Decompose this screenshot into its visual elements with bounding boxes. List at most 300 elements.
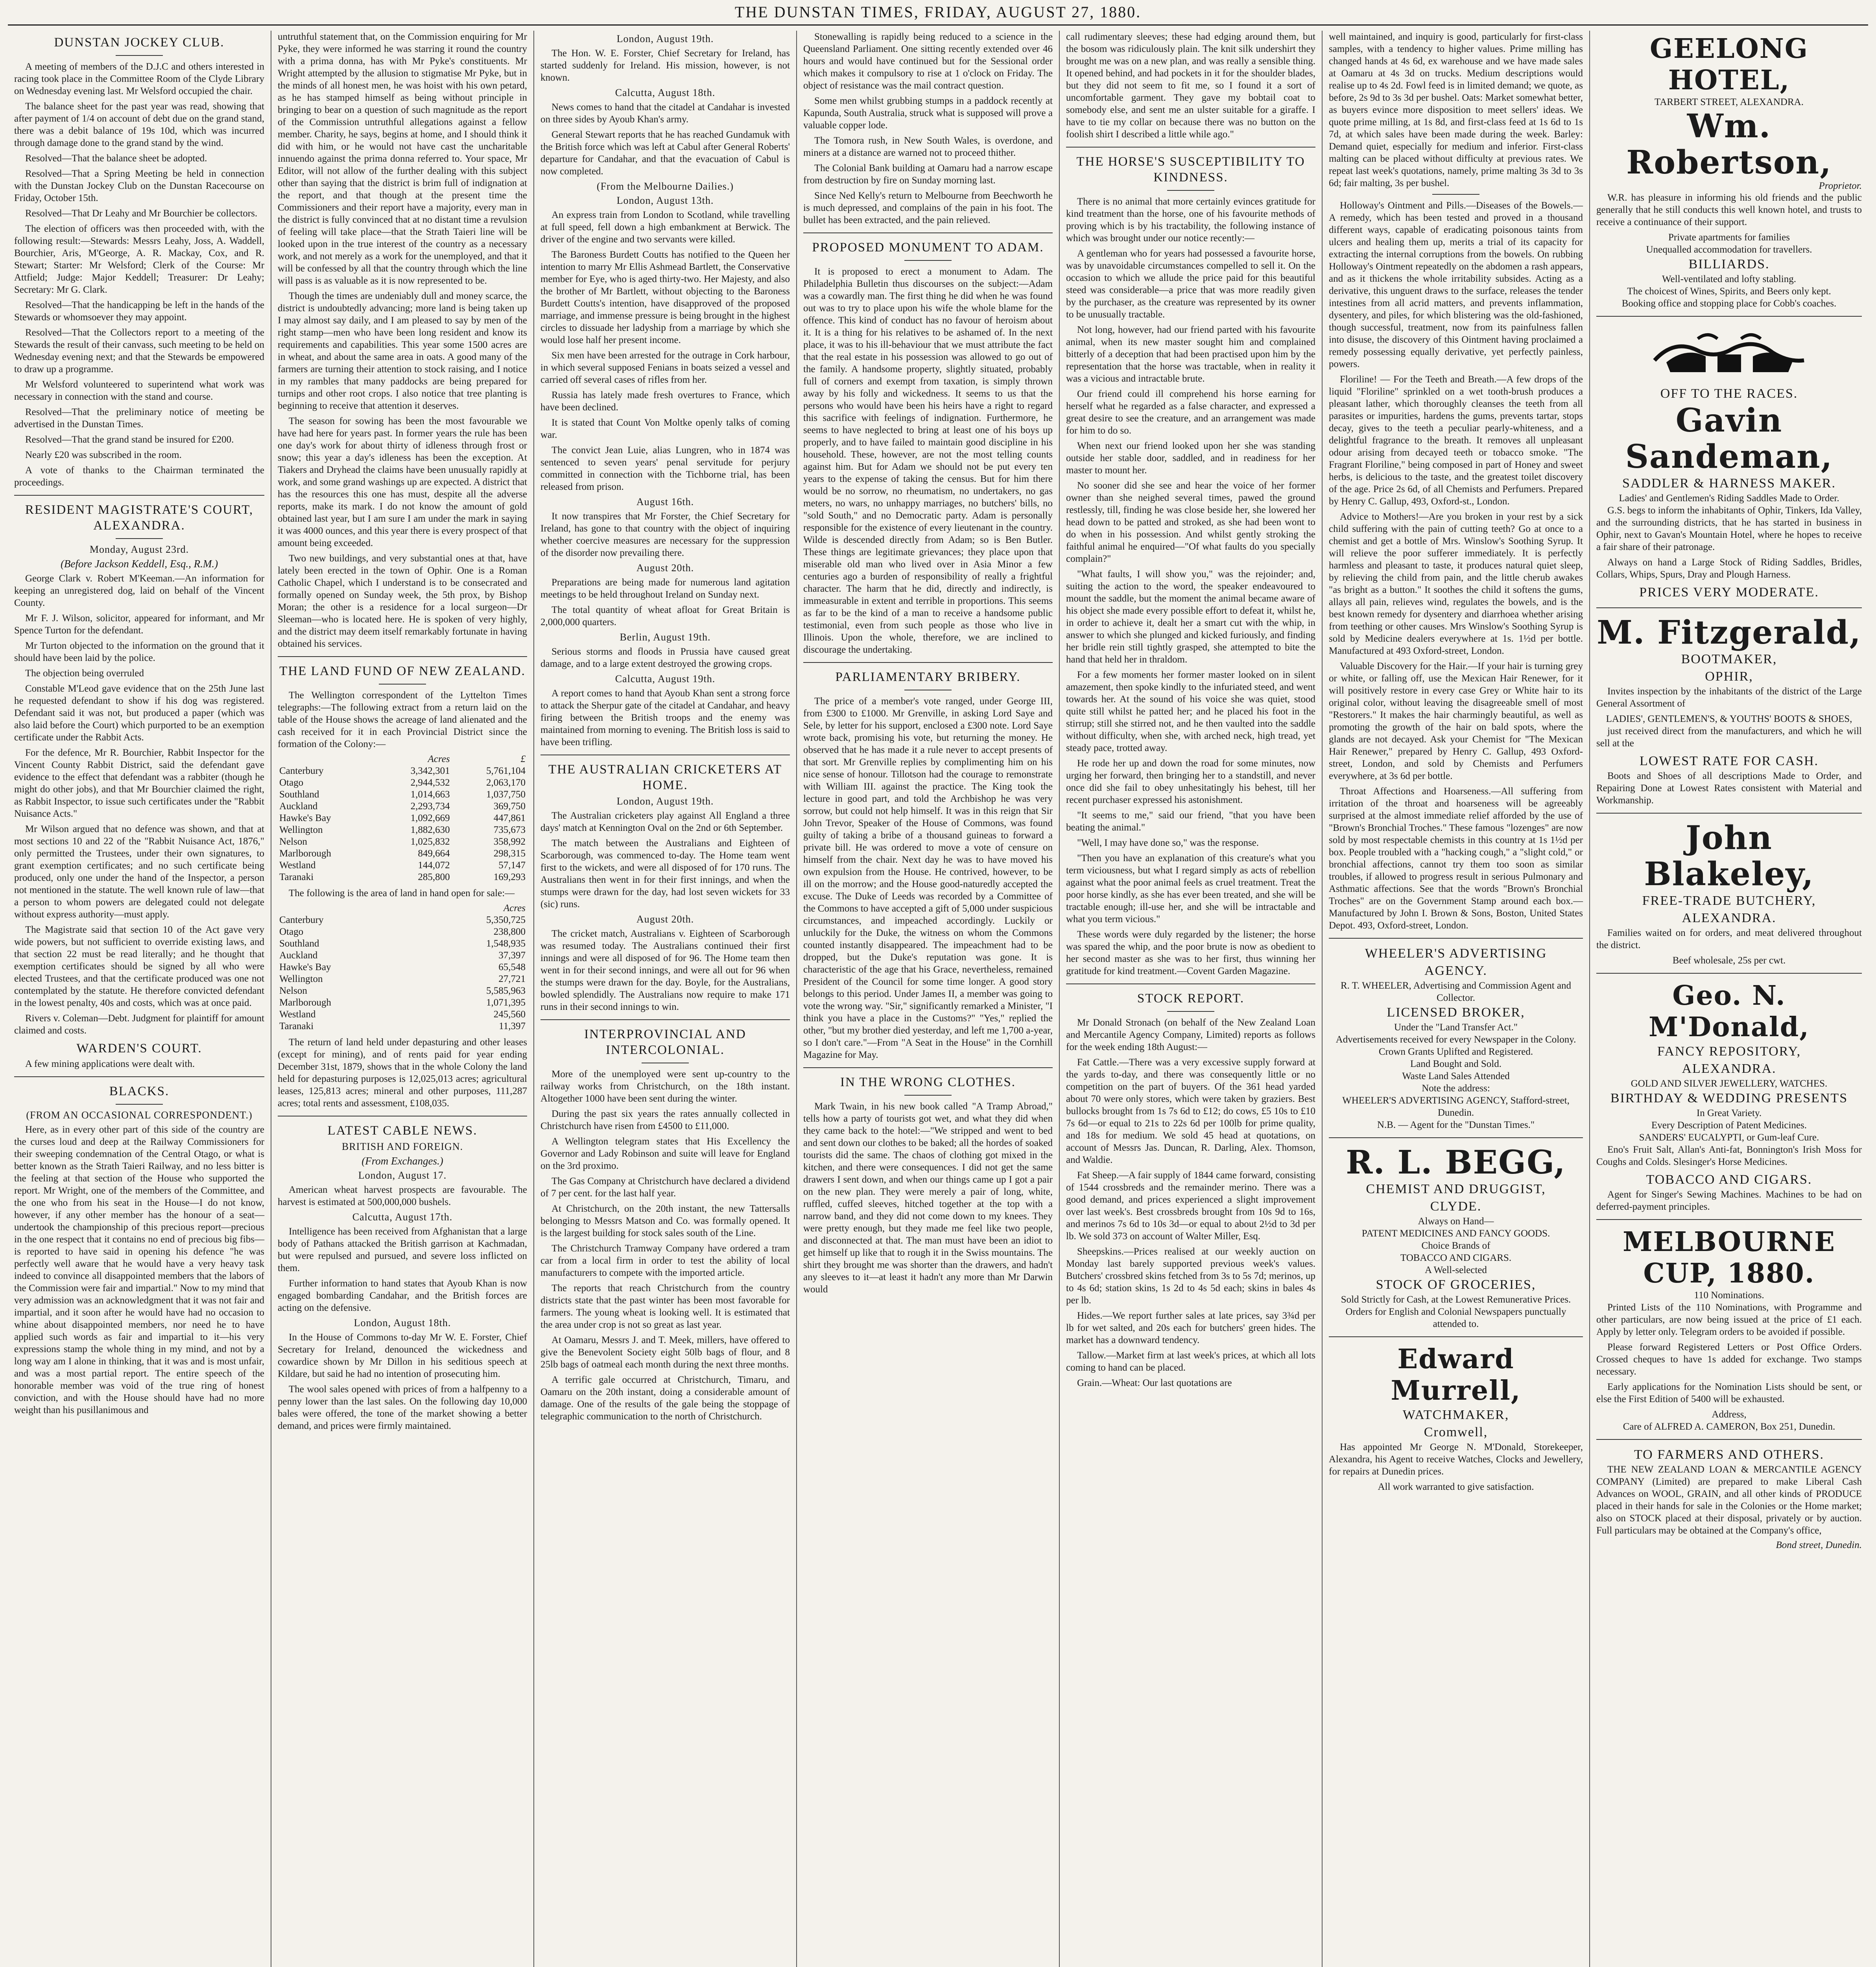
district-cell: Hawke's Bay [279,962,331,972]
acres-cell: 65,548 [498,962,526,972]
ad-line: Every Description of Patent Medicines. [1651,1120,1807,1131]
acres-cell: 1,882,630 [410,825,450,835]
ad-line: BIRTHDAY & WEDDING PRESENTS [1610,1091,1848,1105]
paragraph: Resolved—That the grand stand be insured for £200. [25,434,234,445]
district-cell: Otago [279,926,304,937]
ad-line: 110 Nominations. [1694,1290,1764,1301]
ad-line: R. T. WHEELER, Advertising and Commission Agent and Collector. [1340,980,1572,1003]
byline: (From Exchanges.) [362,1155,443,1167]
divider [904,1095,952,1096]
paragraph: An express train from London to Scotland, while travelling at full speed, fell down a high embankment at Berwick. The driver of the engine and two servants were killed. [540,210,790,245]
ad-name: MELBOURNE CUP, 1880. [1623,1226,1835,1289]
ad-body: Agent for Singer's Sewing Machines. Machines to be had on deferred-payment principles. [1596,1189,1862,1212]
ad-name: R. L. BEGG, [1346,1144,1566,1181]
paragraph: In the House of Commons to-day Mr W. E. Forster, Chief Secretary for Ireland, denounced the wickedness and cowardice shown by Mr Dillon in his seditious speech at Kildare, but said he had no intention of prosecuting him. [278,1332,527,1379]
column-2 [271,31,533,1967]
paragraph: Mark Twain, in his new book called "A Tramp Abroad," tells how a party of tourists got wet, and what they did when they came back to the hotel:—"We stripped and went to bed and sent down our clothes to be baked; all the hordes of soaked tourists did the same. The chaos of clothing got mixed in the kitchen, and there were consequences. I did not get the same drawers I sent down, and when our things came up I got a pair on the new plan. They were merely a pair of long, white, ruffled, cuffed sleeves, hitched together at the top with a narrow band, and they did not come down to my knees. They were pretty enough, but they made me feel like two people, and disconnected at that. The man must have been an idiot to get himself up like that to rough it in the Swiss mountains. The shirt they brought me was shorter than the drawers, and hadn't any sleeves to it—at least it hadn't any more than Mr Darwin would [803,1101,1053,1295]
divider [1066,147,1315,148]
headline-magistrates-court: RESIDENT MAGISTRATE'S COURT, ALEXANDRA. [25,503,254,533]
divider [1329,1137,1583,1138]
divider [1596,607,1862,608]
paragraph: Mr F. J. Wilson, solicitor, appeared for informant, and Mr Spence Turton for the defendant. [14,613,264,636]
table-row [278,997,527,1009]
divider [278,656,527,657]
table-header-row [278,902,527,914]
district-cell: Otago [279,777,304,788]
paragraph: He rode her up and down the road for some minutes, now urging her forward, then bringing her to a standstill, and never once did she fail to obey unhesitatingly his behest, till her recent purchaser expressed his astonishment. [1066,758,1315,805]
ad-line: Orders for English and Colonial Newspapers punctually attended to. [1345,1306,1566,1329]
ad-name: Edward Murrell, [1391,1343,1521,1406]
ad-line: Care of ALFRED A. CAMERON, Box 251, Dunedin. [1623,1421,1835,1432]
ad-line: TOBACCO AND CIGARS. [1400,1253,1512,1263]
cash-cell: 2,063,170 [486,777,526,788]
acres-cell: 5,350,725 [486,915,526,925]
paragraph: Mr Wilson argued that no defence was shown, and that at most sections 10 and 22 of the "Rabbit Nuisance Act, 1876," only permitted the Trustees, under their own signatures, to grant exemption certificates; and no such certificate being produced, only one under the hand of the Inspector, a person not mentioned in the statute. The well known rule of law—that a person to whom powers are delegated could not delegate without express authority—must apply. [14,824,264,920]
paragraph: Russia has lately made fresh overtures to France, which have been declined. [540,390,790,413]
district-cell: Canterbury [279,915,324,925]
paragraph: Valuable Discovery for the Hair.—If your hair is turning grey or white, or falling off, use the Mexican Hair Renewer, for it will positively restore in every case Grey or White hair to its original color, without leaving the disagreeable smell of most "Restorers." It makes the hair charmingly beautiful, as well as promoting the growth of the hair on bald spots, where the glands are not decayed. Ask your Chemist for "The Mexican Hair Renewer," prepared by Henry C. Gallup, 493 Oxford-street, London, and sold by Chemists and Perfumers everywhere, at 3s 6d per bottle. [1329,661,1583,781]
divider [14,495,264,496]
ad-body: Eno's Fruit Salt, Allan's Anti-fat, Bonnington's Irish Moss for Coughs and Colds. Slesinger's Horse Medicines. [1596,1144,1862,1167]
paragraph: Further information to hand states that Ayoub Khan is now engaged bombarding Candahar, and the British forces are acting on the defensive. [278,1278,527,1313]
headline-interprovincial: INTERPROVINCIAL AND INTERCOLONIAL. [584,1027,746,1057]
masthead: THE DUNSTAN TIMES, FRIDAY, AUGUST 27, 1880. [734,3,1142,21]
column-header: £ [520,754,526,764]
dateline: Calcutta, August 17th. [352,1211,453,1223]
district-cell: Hawke's Bay [279,813,331,823]
paragraph: A meeting of members of the D.J.C and others interested in racing took place in the Committee Room of the Clyde Library on Wednesday evening last. Mr Welsford occupied the chair. [14,61,264,96]
land-for-sale-table [278,902,527,1032]
headline-jockey-club: DUNSTAN JOCKEY CLUB. [54,35,225,50]
dateline: Monday, August 23rd. [89,544,189,555]
ad-name: GEELONG HOTEL, [1649,33,1808,96]
column-6 [1322,31,1589,1967]
district-cell: Southland [279,789,319,800]
ad-line: The choicest of Wines, Spirits, and Beers only kept. [1627,286,1831,297]
table-row [278,789,527,801]
ad-mcdonald-repository [1596,980,1862,1213]
ad-geelong-hotel [1596,33,1862,310]
cash-cell: 447,861 [493,813,526,823]
ad-line: Beef wholesale, 25s per cwt. [1672,955,1786,966]
paragraph: "Then you have an explanation of this creature's what you term viciousness, but what I regard simply as acts of rebellion against what the poor animal feels as cruel treatment. Treat the poor horse kindly, as she has ever been treated, and she will be tractable enough; ill-use her, and she will be intractable and what you term vicious." [1066,853,1315,924]
headline-adam-monument: PROPOSED MONUMENT TO ADAM. [812,240,1044,255]
ad-line: OPHIR, [1705,669,1753,684]
dateline: London, August 17. [358,1170,447,1181]
ad-line: Land Bought and Sold. [1410,1059,1502,1069]
paragraph: The Colonial Bank building at Oamaru had a narrow escape from destruction by fire on Sunday morning last. [803,163,1053,186]
paragraph: "What faults, I will show you," was the rejoinder; and, suiting the action to the word, the speaker endeavoured to mount the saddle, but the moment the animal became aware of his object she made every possible effort to defeat it, whilst he, in order to achieve it, dealt her a smart cut with the whip, in answer to which she plunged and kicked furiously, and finding her bridle rein still tightly grasped, she attempted to bite the hand that held her in thraldom. [1066,569,1315,665]
ad-line: Unequalled accommodation for travellers. [1646,244,1812,255]
table-row [278,848,527,860]
ad-body: Boots and Shoes of all descriptions Made to Order, and Repairing Done at Lowest Rates consistent with Material and Workmanship. [1596,771,1862,806]
paragraph: Stonewalling is rapidly being reduced to a science in the Queensland Parliament. One sitting recently extended over 46 hours and would have continued but for the Sessional order which makes it compulsory to rise at 1 o'clock on Friday. The object of resistance was the mail contract question. [803,31,1053,91]
ad-body: Early applications for the Nomination Lists should be sent, or else the First Edition of 5400 will be exhausted. [1596,1382,1862,1404]
paragraph: Resolved—That the handicapping be left in the hands of the Stewards or whomsoever they may appoint. [14,300,264,323]
divider [116,538,163,539]
column-4 [796,31,1059,1967]
paragraph: A Wellington telegram states that His Excellency the Governor and Lady Robinson and suite will leave for England on the 3rd proximo. [540,1136,790,1171]
divider [1596,1219,1862,1220]
byline: (FROM AN OCCASIONAL CORRESPONDENT.) [26,1109,253,1121]
ad-line: Address, [1712,1409,1747,1420]
ad-line: Always on Hand— [1418,1216,1494,1227]
paragraph: Rivers v. Coleman—Debt. Judgment for plaintiff for amount claimed and costs. [14,1013,264,1036]
paragraph: For the defence, Mr R. Bourchier, Rabbit Inspector for the Vincent County Rabbit District, said the defendant gave evidence to the effect that defendant was a rabbiter (though he might do other jobs), and that Mr Bourchier claimed the right, as Rabbit Inspector, to issue such certificates under the "Rabbit Nuisance Acts." [14,747,264,819]
table-row [278,765,527,777]
paragraph: The match between the Australians and Eighteen of Scarborough, was commenced to-day. The Home team went first to the wickets, and were all disposed of for 170 runs. The Australians then went in for their first innings, and when the stumps were drawn for the day, had lost seven wickets for 33 (sic) runs. [540,838,790,910]
table-row [278,914,527,926]
ad-name: Geo. N. M'Donald, [1649,980,1810,1043]
ad-line: WHEELER'S ADVERTISING AGENCY, Stafford-street, Dunedin. [1342,1095,1570,1118]
acres-cell: 245,560 [493,1009,526,1020]
divider [1329,938,1583,939]
cash-cell: 169,293 [493,872,526,882]
paragraph: "Well, I may have done so," was the response. [1077,838,1259,848]
divider [379,684,426,685]
paragraph: The objection being overruled [25,668,144,679]
table-row [278,1009,527,1020]
paragraph: During the past six years the rates annually collected in Christchurch have risen from £4500 to £11,000. [540,1109,790,1131]
district-cell: Nelson [279,836,307,847]
column-5 [1059,31,1322,1967]
acres-cell: 1,025,832 [410,836,450,847]
district-cell: Auckland [279,950,318,961]
district-cell: Auckland [279,801,318,812]
ad-line: Advertisements received for every Newspaper in the Colony. [1336,1034,1576,1045]
paragraph: The Baroness Burdett Coutts has notified to the Queen her intention to marry Mr Ellis Ashmead Bartlett, the Conservative member for Eye, who is aged thirty-two. Her Majesty, and also the brother of Mr Bartlett, without objecting to the Baroness Burdett Coutts's intention, have disapproved of the proposed marriage, and immense pressure is being brought in the highest circles to dissuade her ladyship from a marriage by which she would lose half her present income. [540,249,790,345]
cash-cell: 5,761,104 [486,766,526,776]
paragraph: "It seems to me," said our friend, "that you have been beating the animal." [1066,810,1315,833]
headline-horse-kindness: THE HORSE'S SUSCEPTIBILITY TO KINDNESS. [1076,155,1305,185]
ad-line: Well-ventilated and lofty stabling. [1662,274,1796,284]
paragraph: Mr Donald Stronach (on behalf of the New Zealand Loan and Mercantile Agency Company, Limited) reports as follows for the week ending 18th August:— [1066,1017,1315,1052]
cash-cell: 1,037,750 [486,789,526,800]
table-row [278,1020,527,1032]
ad-line: Private apartments for families [1668,232,1790,243]
table-row [278,836,527,848]
paragraph: For a few moments her former master looked on in silent amazement, then spoke kindly to the infuriated steed, and went towards her. At the sound of his voice she was quiet, stood quite still whilst he patted her; and he placed his foot in the stirrup; still she stirred not, and he then vaulted into the saddle without difficulty, when she, with arched neck, high tread, yet steady pace, trotted away. [1066,670,1315,753]
table-row [278,812,527,824]
paragraph: The balance sheet for the past year was read, showing that after payment of 1/4 on account of debt due on the grand stand, there was a debit balance of 19s 10d, which was incurred through damage done to the grand stand by the wind. [14,101,264,148]
dateline: August 20th. [636,913,694,925]
divider [904,260,952,261]
ad-line: ALEXANDRA. [1682,911,1776,925]
ad-nz-loan-mercantile [1596,1446,1862,1551]
paragraph: The wool sales opened with prices of from a halfpenny to a penny lower than the last sales. On the following day 10,000 bales were offered, the tone of the market showing a better demand, and prices were firmly maintained. [278,1384,527,1431]
paragraph: Advice to Mothers!—Are you broken in your rest by a sick child suffering with the pain of cutting teeth? Go at once to a chemist and get a bottle of Mrs. Winslow's Soothing Syrup. It will relieve the poor sufferer immediately. It is perfectly harmless and pleasant to taste, it produces natural quiet sleep, by relieving the child from pain, and the little cherub awakes "as bright as a button." It soothes the child it softens the gums, allays all pain, relieves wind, regulates the bowels, and is the best known remedy for dysentery and diarrhoea whether arising from teething or other causes. Mrs Winslow's Soothing Syrup is sold by Medicine dealers everywhere at 1s. 1½d per bottle. Manufactured at 493 Oxford-street, London. [1329,511,1583,656]
paragraph: At Oamaru, Messrs J. and T. Meek, millers, have offered to give the Benevolent Society eight 50lb bags of flour, and 8 25lb bags of oatmeal each month during the next three months. [540,1335,790,1370]
headline-wrong-clothes: IN THE WRONG CLOTHES. [840,1075,1016,1089]
paragraph: Resolved—That Dr Leahy and Mr Bourchier be collectors. [25,208,258,219]
paragraph: The following is the area of land in hand open for sale:— [289,888,515,899]
ad-body: Families waited on for orders, and meat delivered throughout the district. [1596,928,1862,950]
subheadline: BRITISH AND FOREIGN. [341,1141,463,1152]
byline: (Before Jackson Keddell, Esq., R.M.) [60,558,218,570]
dateline: August 20th. [636,562,694,574]
paragraph: The reports that reach Christchurch from the country districts state that the past winter has been most favorable for farmers. The young wheat is looking well. It is estimated that the area under crop is not so great as last year. [540,1283,790,1330]
ad-title: TO FARMERS AND OTHERS. [1634,1447,1824,1462]
paragraph: The Christchurch Tramway Company have ordered a tram car from a local firm in order to test the ability of local manufacturers to compete with the imported article. [540,1243,790,1278]
paragraph: The season for sowing has been the most favourable we have had here for years past. In former years the rule has been one day's work for about thirty of idleness through frost or snow; this year a day's idleness has been the exception. At Tiakers and Dryhead the claims have been unusually rapidly at work, and some grand washings up are expected. A district that has the resources this one has must, despite all the adverse reports, make its mark. I do not know the amount of gold obtained last year, but I am sure I am under the mark in saying it was 4000 ounces, and this year there is every prospect of that amount being exceeded. [278,416,527,548]
paragraph: Hides.—We report further sales at late prices, say 3¾d per lb for wet salted, and 20s each for butchers' green hides. The market has a downward tendency. [1066,1310,1315,1345]
ad-line: CLYDE. [1430,1199,1482,1214]
ad-line: Sold Strictly for Cash, at the Lowest Remunerative Prices. [1341,1294,1571,1305]
paragraph: Though the times are undeniably dull and money scarce, the district is undoubtedly advancing; more land is being taken up I may almost say daily, and I am pleased to say by men of the right stamp—men who have been long resident and know its requirements and capabilities. This year some 1500 acres are in wheat, and about the same area in oats. A good many of the farmers are turning their attention to stock raising, and I notice in my rambles that many paddocks are being prepared for turnips and other root crops. I also notice that tree planting is beginning to receive that attention it deserves. [278,291,527,411]
cash-cell: 358,992 [493,836,526,847]
paragraph: Constable M'Leod gave evidence that on the 25th June last he requested defendant to show if his dog was registered. Defendant said it was not, but produced a paper (which was also laid before the Court) which purported to be an exemption certificate under the Rabbit Acts. [14,683,264,743]
ad-line: SADDLER & HARNESS MAKER. [1622,476,1836,491]
ad-line: BILLIARDS. [1688,257,1770,271]
table-header-row [278,753,527,765]
paragraph: Some men whilst grubbing stumps in a paddock recently at Kapunda, South Australia, struck what is supposed will prove a valuable copper lode. [803,96,1053,131]
paragraph: The cricket match, Australians v. Eighteen of Scarborough was resumed today. The Australians continued their first innings and were all disposed of for 96. The Home team then went in for their second innings, and were all out for 96 when the stumps were drawn for the day. Boyle, for the Australians, bowled splendidly. The Australians now require to make 171 runs in their second innings to win. [540,928,790,1012]
paragraph: Our friend could ill comprehend his horse earning for herself what he regarded as a false character, and expressed a great desire to see the creature, and an arrangement was made for him to do so. [1066,389,1315,436]
ad-name: Gavin Sandeman, [1625,402,1833,476]
ad-line: Crown Grants Uplifted and Registered. [1378,1046,1533,1057]
ad-body: Please forward Registered Letters or Post Office Orders. Crossed cheques to have 1s added for exchange. Two stamps necessary. [1596,1342,1862,1377]
divider [116,55,163,56]
ad-line: Bond street, Dunedin. [1776,1540,1862,1550]
ad-body: W.R. has pleasure in informing his old friends and the public generally that he still conducts this well known hotel, and trusts to receive a continuance of their support. [1596,192,1862,227]
ad-line: All work warranted to give satisfaction. [1378,1482,1534,1492]
paragraph: Tallow.—Market firm at last week's prices, at which all lots coming to hand can be placed. [1066,1350,1315,1373]
ad-line: LADIES', GENTLEMEN'S, & YOUTHS' BOOTS & SHOES, [1606,714,1852,724]
divider [1596,813,1862,814]
district-cell: Marlborough [279,848,331,859]
masthead-rule [8,24,1868,26]
divider [1596,1439,1862,1440]
table-row [278,973,527,985]
paragraph: It is stated that Count Von Moltke openly talks of coming war. [540,417,790,440]
land-alienation-table [278,753,527,883]
divider [1167,190,1214,191]
district-cell: Canterbury [279,766,324,776]
divider [1329,1336,1583,1337]
acres-cell: 1,092,669 [410,813,450,823]
divider [1596,973,1862,974]
paragraph: A vote of thanks to the Chairman terminated the proceedings. [14,465,264,488]
ad-murrell-watchmaker [1329,1343,1583,1493]
ad-body: THE NEW ZEALAND LOAN & MERCANTILE AGENCY COMPANY (Limited) are prepared to make Liberal Cash Advances on WOOL, GRAIN, and all other kinds of PRODUCE placed in their hands for sale in the Colonies or the Home market; also on STOCK placed at their disposal, privately or by auction. Full particulars may be obtained at the Company's office, [1596,1464,1862,1536]
column-1 [8,31,271,1967]
paragraph: Serious storms and floods in Prussia have caused great damage, and to a large extent destroyed the growing crops. [540,646,790,669]
headline-parliamentary-bribery: PARLIAMENTARY BRIBERY. [835,670,1021,684]
table-row [278,871,527,883]
paragraph: A terrific gale occurred at Christchurch, Timaru, and Oamaru on the 20th instant, doing a considerable amount of damage. One of the results of the gale being the stoppage of telegraphic communication to the north of Christchurch. [540,1375,790,1422]
paragraph: Sheepskins.—Prices realised at our weekly auction on Monday last barely supported previous week's values. Butchers' crossbred skins fetched from 3s to 5s 7d; merinos, up to 4s 6d; station skins, 1s 2d to 4s 5d each; skins in bales 4s per lb. [1066,1246,1315,1306]
ad-begg-chemist [1329,1144,1583,1330]
cash-cell: 369,750 [493,801,526,812]
district-cell: Nelson [279,985,307,996]
ad-line: FANCY REPOSITORY, [1657,1044,1801,1059]
ad-line: Choice Brands of [1421,1240,1490,1251]
acres-cell: 1,071,395 [486,997,526,1008]
ad-line: Booking office and stopping place for Cobb's coaches. [1621,298,1837,309]
ad-line: Under the "Land Transfer Act." [1394,1022,1518,1033]
paragraph: Holloway's Ointment and Pills.—Diseases of the Bowels.—A remedy, which has been tested and proved in a thousand different ways, capable of eradicating poisonous taints from ulcers and healing them up, merits a trial of its capacity for extracting the internal corruptions from the bowels. On rubbing Holloway's Ointment repeatedly on the abdomen a rash appears, and as it thickens the whole irritability subsides. Acting as a derivative, this unguent draws to the surface, releases the tender intestines from all acrid matters, and prevents inflammation, dysentery, and piles, for which blistering was the old-fashioned, though successful, treatment, now from its painfulness fallen into disuse, the discovery of this Ointment having proclaimed a remedy possessing equally derivative, yet perfectly painless, powers. [1329,200,1583,369]
ad-line: SANDERS' EUCALYPTI, or Gum-leaf Cure. [1639,1132,1819,1143]
district-cell: Westland [279,860,316,871]
saddle-illustration-icon [1639,323,1820,382]
ad-body: Always on hand a Large Stock of Riding Saddles, Bridles, Collars, Whips, Spurs, Dray and Plough Harness. [1596,557,1862,580]
ad-blakeley-butchery [1596,820,1862,967]
paragraph: Intelligence has been received from Afghanistan that a large body of Pathans attacked the British garrison at Kachmadan, but were repulsed and pursued, and severe loss inflicted on them. [278,1226,527,1273]
district-cell: Marlborough [279,997,331,1008]
dateline: Berlin, August 19th. [620,631,711,643]
acres-cell: 2,944,532 [410,777,450,788]
ad-line: STOCK OF GROCERIES, [1376,1277,1536,1292]
acres-cell: 144,072 [418,860,450,871]
paragraph: well maintained, and inquiry is good, particularly for first-class samples, with a tendency to higher values. Prime milling has changed hands at 4s 6d, ex warehouse and we have made sales at Oamaru at 4s 3d on trucks. Medium descriptions would realise up to 4s 2d. Fowl feed is in limited demand; we quote, as before, 2s 9d to 3s 3d per bushel. Oats: Market somewhat better, as buyers evince more disposition to meet sellers' ideas. We quote prime milling, at 1s 8d, and first-class feed at 1s 6d to 1s 7d, at which sales have been made during the week. Barley: Demand quiet, especially for medium and inferior. First-class malting can be placed without difficulty at previous rates. We repeat last week's quotations, namely, prime malting 3s 3d to 3s 6d; fair malting, 3s per bushel. [1329,31,1583,188]
table-row [278,801,527,812]
district-cell: Taranaki [279,1021,314,1031]
paragraph: At Christchurch, on the 20th instant, the new Tattersalls belonging to Messrs Matson and Co. was formally opened. It is the largest building for stock sales south of the Line. [540,1203,790,1238]
acres-cell: 1,014,663 [410,789,450,800]
paragraph: There is no animal that more certainly evinces gratitude for kind treatment than the horse, one of his favourite methods of proving which is by his tractability, the following instance of which was brought under our notice recently:— [1066,196,1315,244]
column-header: Acres [504,903,526,913]
acres-cell: 27,721 [498,974,526,984]
ad-body: just received direct from the manufacturers, and which he will sell at the [1596,726,1862,749]
divider [540,1019,790,1020]
ad-subtitle: AGENCY. [1424,963,1487,978]
table-row [278,860,527,871]
ad-sandeman-saddler [1596,323,1862,601]
district-cell: Taranaki [279,872,314,882]
ad-line: Cromwell, [1424,1425,1488,1439]
paragraph: A report comes to hand that Ayoub Khan sent a strong force to attack the Sherpur gate of the citadel at Candahar, and heavy firing between the British troops and the enemy was maintained from morning to evening. The British loss is said to have been trifling. [540,688,790,747]
paragraph: untruthful statement that, on the Commission enquiring for Mr Pyke, they were informed he was starring it round the country with a prima donna, has with Mr Pyke's constituents. Mr Wright attempted by the allusion to stigmatise Mr Pyke, but in the minds of all honest men, he was hoist with his own petard, as he has stamped himself as being without principle in bringing to bear on a question of such magnitude as the report of the Commission untruthful allegations against a fellow member. Charity, he says, begins at home, and I should think it did with him, or he would not have cast the uncharitable innuendo against the prima donna referred to. Your space, Mr Editor, will not allow of the further dealing with this subject other than saying that the district is brim full of indignation at the report, and that though at the present time the Commissioners and their report have a majority, every man in the district is fully convinced that at no distant time a revulsion of feeling will take place—that the Strath Taieri line will be looked upon in the true interest of the country as a necessary work, and not merely as a work for the unemployed, and that it will be confessed by all that the country through which the line will pass is as valuable as it is now represented to be. [278,31,527,286]
paragraph: Resolved—That the Collectors report to a meeting of the Stewards the result of their canvass, such meeting to be held on Wednesday evening next; and that the Stewards be empowered to draw up a programme. [14,327,264,375]
ad-line: ALEXANDRA. [1682,1061,1776,1076]
paragraph: General Stewart reports that he has reached Gundamuk with the British force which was left at Cabul after General Roberts' departure for Candahar, and that the evacuation of Cabul is now completed. [540,129,790,177]
district-cell: Wellington [279,974,323,984]
paragraph: When next our friend looked upon her she was standing outside her stable door, saddled, and in readiness for her master to mount her. [1066,441,1315,476]
divider [803,662,1053,663]
paragraph: A gentleman who for years had possessed a favourite horse, was by unavoidable circumstances compelled to sell it. On the occasion to which we allude the price paid for this beautiful steed was considerable—a price that was more readily given by the purchaser, as the creature was represented by its owner to be unusually tractable. [1066,248,1315,320]
paragraph: The Gas Company at Christchurch have declared a dividend of 7 per cent. for the last half year. [540,1176,790,1199]
divider [803,1067,1053,1068]
paragraph: Since Ned Kelly's return to Melbourne from Beechworth he is much depressed, and complains of the pain in his foot. The bullet has been extracted, and the pain relieved. [803,190,1053,225]
ad-line: TOBACCO AND CIGARS. [1646,1172,1812,1187]
paragraph: call rudimentary sleeves; these had edging around them, but the bosom was ridiculously plain. The knit silk undershirt they brought me was on a new plan, and was really a sensible thing. It opened behind, and had pockets in it for the shoulder blades, but they did not seem to fit me, so I found it a sort of uncomfortable garment. They gave my bobtail coat to somebody else, and sent me an ulster suitable for a giraffe. I have to tie my collar on because there was no button on the foolish shirt I described a little while ago." [1066,31,1315,140]
headline-land-fund: THE LAND FUND OF NEW ZEALAND. [279,664,526,678]
ad-line: Note the address: [1422,1083,1490,1094]
ad-line: BOOTMAKER, [1681,652,1777,666]
acres-cell: 1,548,935 [486,938,526,949]
ad-body: G.S. begs to inform the inhabitants of Ophir, Tinkers, Ida Valley, and the surrounding districts, that he has started in business in Ophir, next to Gavan's Mountain Hotel, where he hopes to receive a fair share of their patronage. [1596,505,1862,552]
dateline: London, August 18th. [354,1317,451,1329]
ad-line: GOLD AND SILVER JEWELLERY, WATCHES. [1631,1078,1828,1089]
table-row [278,824,527,836]
paragraph: Not long, however, had our friend parted with his favourite animal, when its new master sought him and complained bitterly of a deception that had been practised upon him by the representation that the horse was tractable, when in reality it was a vicious and intractable brute. [1066,325,1315,384]
ad-line: Waste Land Sales Attended [1402,1071,1510,1081]
acres-cell: 37,397 [498,950,526,961]
cash-cell: 57,147 [498,860,526,871]
ad-line: FREE-TRADE BUTCHERY, [1642,893,1816,908]
district-cell: Southland [279,938,319,949]
dateline: Calcutta, August 18th. [615,87,716,98]
table-row [278,950,527,961]
headline-stock-report: STOCK REPORT. [1137,991,1245,1006]
ad-name: John Blakeley, [1644,819,1814,893]
paragraph: Mr Welsford volunteered to superintend what work was necessary in connection with the stand and course. [14,379,264,402]
headline-wardens-court: WARDEN'S COURT. [76,1041,202,1055]
paragraph: The return of land held under depasturing and other leases (except for mining), and of rents paid for year ending December 31st, 1879, shows that in the whole Colony the land held for depasturing purposes is 12,025,013 acres; agricultural leases, 125,813 acres; mineral and other purposes, 111,287 acres; total rents and assessment, £108,035. [278,1037,527,1109]
ad-line: A Well-selected [1425,1265,1487,1275]
acres-cell: 11,397 [499,1021,526,1031]
paragraph: George Clark v. Robert M'Keeman.—An information for keeping an unregistered dog, laid on behalf of the Vincent County. [14,573,264,608]
acres-cell: 2,293,734 [410,801,450,812]
ad-line: Ladies' and Gentlemen's Riding Saddles Made to Order. [1619,493,1839,504]
table-row [278,985,527,997]
ad-body: Has appointed Mr George N. M'Donald, Storekeeper, Alexandra, his Agent to receive Watches, Clocks and Jewellery, for repairs at Dunedin prices. [1329,1442,1583,1477]
paragraph: Mr Turton objected to the information on the ground that it should have been laid by the police. [14,640,264,663]
table-row [278,938,527,950]
table-row [278,961,527,973]
paragraph: The Hon. W. E. Forster, Chief Secretary for Ireland, has started suddenly for Ireland. His mission, however, is not known. [540,48,790,83]
headline-australian-cricketers: THE AUSTRALIAN CRICKETERS AT HOME. [548,762,782,792]
divider [803,232,1053,233]
ad-name: Wm. Robertson, [1626,107,1832,181]
ad-line: N.B. — Agent for the "Dunstan Times." [1377,1120,1535,1130]
ad-title: OFF TO THE RACES. [1660,386,1798,401]
divider [1167,1011,1214,1012]
paragraph: The price of a member's vote ranged, under George III, from £300 to £1000. Mr Grenville, in asking Lord Saye and Sele, by letter for his support, enclosed a £300 note. Lord Saye wrote back, promising his vote, but returning the money. He observed that he has made it a rule never to accept presents of that sort. Mr Grenville replies by complimenting him on his nice sense of honour. Tillotson had the courage to remonstrate with William III. against the practice. The King took the lecture in good part, and told the Archbishop he was very sorrow, but could not help himself. It was in this reign that Sir John Trevor, Speaker of the House of Commons, was found guilty of taking a bribe of a thousand guineas to forward a private bill. He was ordered to move a vote of censure on himself from the chair. Next day he was to have moved his own expulsion from the House. He contrived, however, to be ill on the morrow; and the House good-naturedly accepted the excuse. The Duke of Leeds was recorded by a Committee of the Commons to have accepted a gift of 5,000 under suspicious circumstances, and impeached accordingly. Luckily or unluckily for the Duke, the witness on whom the Commons counted instantly disappeared. The impeachment had to be dropped, but the Duke's reputation was gone. It is characteristic of the age that his Grace, nevertheless, remained President of the Council for some time longer. A good story belongs to this period. Under James II, a member was going to vote the wrong way. "Sir," significantly remarked a Minister, "I think you have a place in the Customs?" "Yes," replied the other, "but my brother died yesterday, and left me 1,700 a-year, so I don't care."—From "A Seat in the House" in the Cornhill Magazine for May. [803,696,1053,1060]
dateline: London, August 19th. [616,33,714,44]
paragraph: The convict Jean Luie, alias Lungren, who in 1874 was sentenced to seven years' penal servitude for perjury committed in connection with the Tichborne trial, has been released from prison. [540,445,790,492]
ad-body: Printed Lists of the 110 Nominations, with Programme and other particulars, are now being issued at the price of £1 each. Apply by letter only. Telegram orders to be avoided if possible. [1596,1302,1862,1337]
acres-cell: 238,800 [493,926,526,937]
cash-cell: 735,673 [493,825,526,835]
paragraph: Floriline! — For the Teeth and Breath.—A few drops of the liquid "Floriline" sprinkled on a wet tooth-brush produces a pleasant lather, which thoroughly cleanses the teeth from all parasites or impurities, hardens the gums, prevents tartar, stops decay, gives to the teeth a peculiar pearly-whiteness, and a delightful fragrance to the breath. It removes all unpleasant odour arising from decayed teeth or tobacco smoke. "The Fragrant Floriline," being composed in part of Honey and sweet herbs, is delicious to the taste, and the greatest toilet discovery of the age. Price 2s 6d, of all Chemists and Perfumers. Prepared by Henry C. Gallup, 493, Oxford-st., London. [1329,374,1583,507]
divider [116,1104,163,1105]
ad-line: LICENSED BROKER, [1387,1005,1525,1020]
source-line: (From the Melbourne Dailies.) [596,181,734,192]
table-row [278,777,527,789]
paragraph: The Tomora rush, in New South Wales, is overdone, and miners at a distance are warned not to proceed thither. [803,135,1053,158]
paragraph: Two new buildings, and very substantial ones at that, have lately been erected in the town of Ophir. One is a Roman Catholic Chapel, which I understand is to be consecrated and formally opened on Sunday week, the 5th prox, by Bishop Moran; the other is a residence for a local surgeon—Dr Sleeman—who is located here. He is spoken of very highly, and the district may deem itself remarkably fortunate in having obtained his services. [278,553,527,649]
headline-blacks: BLACKS. [109,1084,170,1098]
paragraph: The election of officers was then proceeded with, with the following result:—Stewards: Messrs Leahy, Joss, A. Waddell, Bourchier, Aris, M'George, A. R. Mackay, Cox, and R. Stewart; Starter: Mr Welsford; Clerk of the Course: Mr Attfield; Judge: Major Keddell; Treasurer: Dr Leahy; Secretary: Mr G. Clark. [14,223,264,295]
paragraph: The Magistrate said that section 10 of the Act gave very wide powers, but not sufficient to override existing laws, and that section 22 must be read literally; and he thought that exemption certificates should be signed by all who were elected Trustees, and that the certificate produced was one not contemplated by the statute. He therefore convicted defendant in the lowest penalty, 40s and costs, which was at once paid. [14,924,264,1008]
paragraph: No sooner did she see and hear the voice of her former owner than she neighed several times, pawed the ground restlessly, till, finding he was close beside her, she lowered her head down to be patted and stroked, as she had been wont to do when in his possession. And whilst gently stroking the faithful animal he enquired—"Of what faults do you specially complain?" [1066,480,1315,564]
paragraph: Preparations are being made for numerous land agitation meetings to be held throughout Ireland on Sunday next. [540,577,790,600]
acres-cell: 5,585,963 [486,985,526,996]
district-cell: Westland [279,1009,316,1020]
ad-line: LOWEST RATE FOR CASH. [1639,754,1819,768]
ad-title: WHEELER'S ADVERTISING [1365,946,1547,961]
ad-line: TARBERT STREET, ALEXANDRA. [1655,97,1804,107]
paragraph: Fat Sheep.—A fair supply of 1844 came forward, consisting of 1544 crossbreds and the remainder merino. There was a good demand, and prices experienced a slight improvement over last week's. Best crossbreds brought from 10s 9d to 16s, and merinos 7s 6d to 10s 3d—or equal to about 2½d to 3d per lb. We sold 373 on account of Walter Miller, Esq. [1066,1170,1315,1242]
dateline: August 16th. [636,496,694,507]
dateline: London, August 13th. [616,195,714,206]
ad-line: Proprietor. [1819,181,1862,191]
paragraph: Six men have been arrested for the outrage in Cork harbour, in which several supposed Fenians in boats seized a vessel and carried off several cases of rifles from her. [540,350,790,385]
table-row [278,926,527,938]
paragraph: Grain.—Wheat: Our last quotations are [1077,1378,1232,1388]
ad-body: Invites inspection by the inhabitants of the district of the Large General Assortment of [1596,686,1862,709]
ad-line: CHEMIST AND DRUGGIST, [1366,1182,1546,1196]
headline-cable-news: LATEST CABLE NEWS. [327,1124,478,1138]
paragraph: Resolved—That the balance sheet be adopted. [25,153,207,164]
paragraph: American wheat harvest prospects are favourable. The harvest is estimated at 500,000,000 bushels. [278,1185,527,1207]
paragraph: The Wellington correspondent of the Lyttelton Times telegraphs:—The following extract from a return laid on the table of the House shows the acreage of land alienated and the cash received for it in each Provincial District since the formation of the Colony:— [278,690,527,749]
dateline: London, August 19th. [616,795,714,807]
ad-line: In Great Variety. [1696,1108,1762,1118]
paragraph: News comes to hand that the citadel at Candahar is invested on three sides by Ayoub Khan's army. [540,102,790,125]
column-7 [1589,31,1868,1967]
